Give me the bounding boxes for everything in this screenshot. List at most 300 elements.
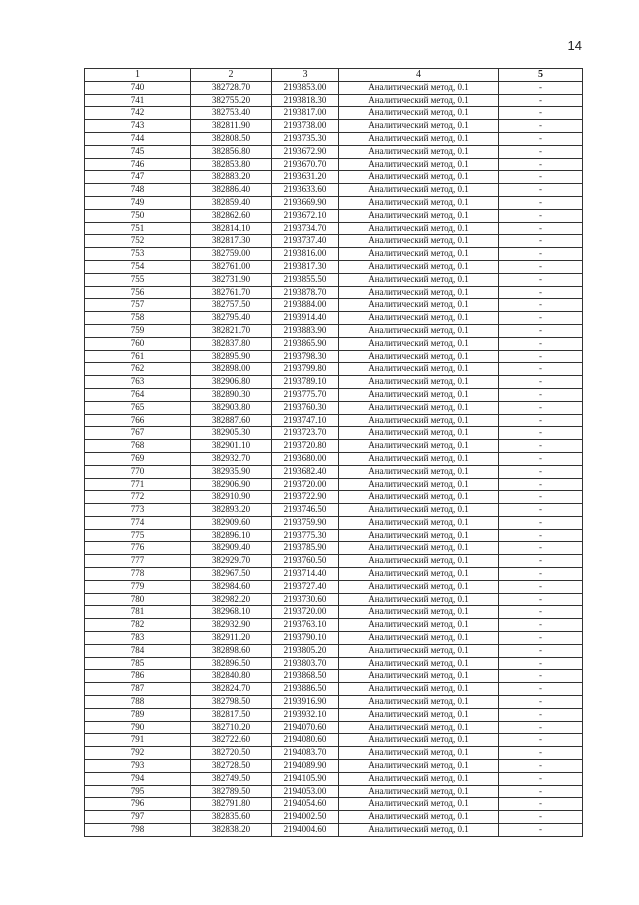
y-coordinate-cell: 2193805.20 (272, 644, 339, 657)
note-cell: - (499, 721, 583, 734)
method-accuracy-cell: Аналитический метод, 0.1 (339, 580, 499, 593)
x-coordinate-cell: 382710.20 (191, 721, 272, 734)
note-cell: - (499, 504, 583, 517)
note-cell: - (499, 120, 583, 133)
point-number-cell: 779 (85, 580, 191, 593)
method-accuracy-cell: Аналитический метод, 0.1 (339, 196, 499, 209)
note-cell: - (499, 81, 583, 94)
y-coordinate-cell: 2194070.60 (272, 721, 339, 734)
x-coordinate-cell: 382911.20 (191, 632, 272, 645)
table-row (85, 299, 583, 312)
y-coordinate-cell: 2193914.40 (272, 312, 339, 325)
y-coordinate-cell: 2193682.40 (272, 465, 339, 478)
note-cell: - (499, 580, 583, 593)
point-number-cell: 798 (85, 824, 191, 837)
x-coordinate-cell: 382896.50 (191, 657, 272, 670)
point-number-cell: 793 (85, 760, 191, 773)
x-coordinate-cell: 382798.50 (191, 696, 272, 709)
x-coordinate-cell: 382824.70 (191, 683, 272, 696)
header-cell-2: 2 (191, 69, 272, 82)
point-number-cell: 772 (85, 491, 191, 504)
table-row (85, 491, 583, 504)
note-cell: - (499, 209, 583, 222)
y-coordinate-cell: 2193817.30 (272, 260, 339, 273)
y-coordinate-cell: 2193734.70 (272, 222, 339, 235)
table-row (85, 606, 583, 619)
x-coordinate-cell: 382795.40 (191, 312, 272, 325)
x-coordinate-cell: 382898.00 (191, 363, 272, 376)
x-coordinate-cell: 382895.90 (191, 350, 272, 363)
x-coordinate-cell: 382910.90 (191, 491, 272, 504)
method-accuracy-cell: Аналитический метод, 0.1 (339, 452, 499, 465)
table-row (85, 708, 583, 721)
table-row (85, 260, 583, 273)
note-cell: - (499, 644, 583, 657)
table-row (85, 414, 583, 427)
x-coordinate-cell: 382929.70 (191, 555, 272, 568)
method-accuracy-cell: Аналитический метод, 0.1 (339, 632, 499, 645)
coordinates-table (84, 68, 583, 837)
point-number-cell: 769 (85, 452, 191, 465)
table-row (85, 657, 583, 670)
table-header-row (85, 69, 583, 82)
y-coordinate-cell: 2193886.50 (272, 683, 339, 696)
table-row (85, 811, 583, 824)
point-number-cell: 780 (85, 593, 191, 606)
table-row (85, 145, 583, 158)
y-coordinate-cell: 2194004.60 (272, 824, 339, 837)
table-row (85, 222, 583, 235)
x-coordinate-cell: 382909.60 (191, 516, 272, 529)
point-number-cell: 752 (85, 235, 191, 248)
method-accuracy-cell: Аналитический метод, 0.1 (339, 529, 499, 542)
note-cell: - (499, 158, 583, 171)
table-row (85, 235, 583, 248)
y-coordinate-cell: 2193775.30 (272, 529, 339, 542)
header-cell-3: 3 (272, 69, 339, 82)
x-coordinate-cell: 382728.70 (191, 81, 272, 94)
point-number-cell: 746 (85, 158, 191, 171)
note-cell: - (499, 350, 583, 363)
y-coordinate-cell: 2193714.40 (272, 568, 339, 581)
table-row (85, 555, 583, 568)
y-coordinate-cell: 2193790.10 (272, 632, 339, 645)
note-cell: - (499, 248, 583, 261)
page-number: 14 (567, 38, 582, 53)
note-cell: - (499, 824, 583, 837)
point-number-cell: 783 (85, 632, 191, 645)
point-number-cell: 794 (85, 772, 191, 785)
table-row (85, 184, 583, 197)
header-cell-4: 4 (339, 69, 499, 82)
x-coordinate-cell: 382722.60 (191, 734, 272, 747)
y-coordinate-cell: 2193884.00 (272, 299, 339, 312)
method-accuracy-cell: Аналитический метод, 0.1 (339, 747, 499, 760)
method-accuracy-cell: Аналитический метод, 0.1 (339, 260, 499, 273)
y-coordinate-cell: 2193818.30 (272, 94, 339, 107)
note-cell: - (499, 747, 583, 760)
x-coordinate-cell: 382909.40 (191, 542, 272, 555)
method-accuracy-cell: Аналитический метод, 0.1 (339, 516, 499, 529)
x-coordinate-cell: 382817.30 (191, 235, 272, 248)
table-row (85, 401, 583, 414)
x-coordinate-cell: 382755.20 (191, 94, 272, 107)
note-cell: - (499, 516, 583, 529)
table-row (85, 350, 583, 363)
header-cell-5: 5 (499, 69, 583, 82)
x-coordinate-cell: 382789.50 (191, 785, 272, 798)
note-cell: - (499, 529, 583, 542)
table-row (85, 388, 583, 401)
method-accuracy-cell: Аналитический метод, 0.1 (339, 388, 499, 401)
method-accuracy-cell: Аналитический метод, 0.1 (339, 772, 499, 785)
y-coordinate-cell: 2193785.90 (272, 542, 339, 555)
method-accuracy-cell: Аналитический метод, 0.1 (339, 81, 499, 94)
x-coordinate-cell: 382749.50 (191, 772, 272, 785)
method-accuracy-cell: Аналитический метод, 0.1 (339, 555, 499, 568)
point-number-cell: 796 (85, 798, 191, 811)
point-number-cell: 787 (85, 683, 191, 696)
y-coordinate-cell: 2193878.70 (272, 286, 339, 299)
method-accuracy-cell: Аналитический метод, 0.1 (339, 273, 499, 286)
note-cell: - (499, 196, 583, 209)
point-number-cell: 756 (85, 286, 191, 299)
method-accuracy-cell: Аналитический метод, 0.1 (339, 299, 499, 312)
method-accuracy-cell: Аналитический метод, 0.1 (339, 708, 499, 721)
method-accuracy-cell: Аналитический метод, 0.1 (339, 248, 499, 261)
table-row (85, 529, 583, 542)
point-number-cell: 789 (85, 708, 191, 721)
table-row (85, 465, 583, 478)
y-coordinate-cell: 2193803.70 (272, 657, 339, 670)
note-cell: - (499, 273, 583, 286)
method-accuracy-cell: Аналитический метод, 0.1 (339, 440, 499, 453)
table-row (85, 772, 583, 785)
point-number-cell: 770 (85, 465, 191, 478)
point-number-cell: 763 (85, 376, 191, 389)
table-row (85, 644, 583, 657)
x-coordinate-cell: 382791.80 (191, 798, 272, 811)
point-number-cell: 773 (85, 504, 191, 517)
y-coordinate-cell: 2193932.10 (272, 708, 339, 721)
note-cell: - (499, 222, 583, 235)
table-row (85, 81, 583, 94)
y-coordinate-cell: 2194002.50 (272, 811, 339, 824)
note-cell: - (499, 388, 583, 401)
x-coordinate-cell: 382898.60 (191, 644, 272, 657)
point-number-cell: 745 (85, 145, 191, 158)
method-accuracy-cell: Аналитический метод, 0.1 (339, 414, 499, 427)
table-row (85, 593, 583, 606)
y-coordinate-cell: 2194105.90 (272, 772, 339, 785)
x-coordinate-cell: 382728.50 (191, 760, 272, 773)
y-coordinate-cell: 2193738.00 (272, 120, 339, 133)
point-number-cell: 751 (85, 222, 191, 235)
method-accuracy-cell: Аналитический метод, 0.1 (339, 337, 499, 350)
note-cell: - (499, 696, 583, 709)
table-row (85, 248, 583, 261)
point-number-cell: 757 (85, 299, 191, 312)
table-row (85, 107, 583, 120)
point-number-cell: 747 (85, 171, 191, 184)
point-number-cell: 748 (85, 184, 191, 197)
y-coordinate-cell: 2194089.90 (272, 760, 339, 773)
table-row (85, 427, 583, 440)
note-cell: - (499, 619, 583, 632)
method-accuracy-cell: Аналитический метод, 0.1 (339, 107, 499, 120)
x-coordinate-cell: 382814.10 (191, 222, 272, 235)
x-coordinate-cell: 382890.30 (191, 388, 272, 401)
y-coordinate-cell: 2193746.50 (272, 504, 339, 517)
note-cell: - (499, 811, 583, 824)
table-row (85, 670, 583, 683)
point-number-cell: 761 (85, 350, 191, 363)
x-coordinate-cell: 382720.50 (191, 747, 272, 760)
note-cell: - (499, 376, 583, 389)
x-coordinate-cell: 382753.40 (191, 107, 272, 120)
y-coordinate-cell: 2193720.80 (272, 440, 339, 453)
point-number-cell: 782 (85, 619, 191, 632)
point-number-cell: 768 (85, 440, 191, 453)
method-accuracy-cell: Аналитический метод, 0.1 (339, 222, 499, 235)
table-row (85, 619, 583, 632)
table-row (85, 580, 583, 593)
note-cell: - (499, 440, 583, 453)
method-accuracy-cell: Аналитический метод, 0.1 (339, 644, 499, 657)
y-coordinate-cell: 2193680.00 (272, 452, 339, 465)
note-cell: - (499, 465, 583, 478)
method-accuracy-cell: Аналитический метод, 0.1 (339, 824, 499, 837)
point-number-cell: 740 (85, 81, 191, 94)
point-number-cell: 741 (85, 94, 191, 107)
method-accuracy-cell: Аналитический метод, 0.1 (339, 785, 499, 798)
point-number-cell: 764 (85, 388, 191, 401)
table-row (85, 683, 583, 696)
method-accuracy-cell: Аналитический метод, 0.1 (339, 94, 499, 107)
point-number-cell: 744 (85, 132, 191, 145)
table-row (85, 196, 583, 209)
method-accuracy-cell: Аналитический метод, 0.1 (339, 619, 499, 632)
note-cell: - (499, 657, 583, 670)
table-row (85, 504, 583, 517)
note-cell: - (499, 708, 583, 721)
point-number-cell: 778 (85, 568, 191, 581)
method-accuracy-cell: Аналитический метод, 0.1 (339, 158, 499, 171)
x-coordinate-cell: 382808.50 (191, 132, 272, 145)
y-coordinate-cell: 2193720.00 (272, 606, 339, 619)
point-number-cell: 774 (85, 516, 191, 529)
x-coordinate-cell: 382838.20 (191, 824, 272, 837)
point-number-cell: 743 (85, 120, 191, 133)
y-coordinate-cell: 2193789.10 (272, 376, 339, 389)
table-row (85, 171, 583, 184)
y-coordinate-cell: 2193763.10 (272, 619, 339, 632)
table-row (85, 324, 583, 337)
x-coordinate-cell: 382968.10 (191, 606, 272, 619)
x-coordinate-cell: 382811.90 (191, 120, 272, 133)
method-accuracy-cell: Аналитический метод, 0.1 (339, 670, 499, 683)
method-accuracy-cell: Аналитический метод, 0.1 (339, 184, 499, 197)
x-coordinate-cell: 382932.70 (191, 452, 272, 465)
x-coordinate-cell: 382731.90 (191, 273, 272, 286)
table-row (85, 158, 583, 171)
note-cell: - (499, 107, 583, 120)
y-coordinate-cell: 2193916.90 (272, 696, 339, 709)
y-coordinate-cell: 2193730.60 (272, 593, 339, 606)
x-coordinate-cell: 382757.50 (191, 299, 272, 312)
x-coordinate-cell: 382893.20 (191, 504, 272, 517)
method-accuracy-cell: Аналитический метод, 0.1 (339, 350, 499, 363)
table-row (85, 721, 583, 734)
point-number-cell: 791 (85, 734, 191, 747)
y-coordinate-cell: 2193853.00 (272, 81, 339, 94)
note-cell: - (499, 772, 583, 785)
table-row (85, 542, 583, 555)
method-accuracy-cell: Аналитический метод, 0.1 (339, 542, 499, 555)
point-number-cell: 762 (85, 363, 191, 376)
y-coordinate-cell: 2193759.90 (272, 516, 339, 529)
x-coordinate-cell: 382883.20 (191, 171, 272, 184)
y-coordinate-cell: 2193631.20 (272, 171, 339, 184)
x-coordinate-cell: 382932.90 (191, 619, 272, 632)
point-number-cell: 785 (85, 657, 191, 670)
point-number-cell: 759 (85, 324, 191, 337)
method-accuracy-cell: Аналитический метод, 0.1 (339, 401, 499, 414)
note-cell: - (499, 568, 583, 581)
x-coordinate-cell: 382759.00 (191, 248, 272, 261)
point-number-cell: 753 (85, 248, 191, 261)
x-coordinate-cell: 382935.90 (191, 465, 272, 478)
table-row (85, 747, 583, 760)
method-accuracy-cell: Аналитический метод, 0.1 (339, 363, 499, 376)
x-coordinate-cell: 382906.90 (191, 478, 272, 491)
note-cell: - (499, 94, 583, 107)
method-accuracy-cell: Аналитический метод, 0.1 (339, 132, 499, 145)
method-accuracy-cell: Аналитический метод, 0.1 (339, 593, 499, 606)
method-accuracy-cell: Аналитический метод, 0.1 (339, 696, 499, 709)
x-coordinate-cell: 382982.20 (191, 593, 272, 606)
method-accuracy-cell: Аналитический метод, 0.1 (339, 504, 499, 517)
point-number-cell: 790 (85, 721, 191, 734)
point-number-cell: 767 (85, 427, 191, 440)
method-accuracy-cell: Аналитический метод, 0.1 (339, 120, 499, 133)
y-coordinate-cell: 2193720.00 (272, 478, 339, 491)
note-cell: - (499, 606, 583, 619)
x-coordinate-cell: 382984.60 (191, 580, 272, 593)
y-coordinate-cell: 2193799.80 (272, 363, 339, 376)
x-coordinate-cell: 382821.70 (191, 324, 272, 337)
y-coordinate-cell: 2193672.10 (272, 209, 339, 222)
point-number-cell: 795 (85, 785, 191, 798)
y-coordinate-cell: 2193735.30 (272, 132, 339, 145)
table-body (85, 81, 583, 836)
point-number-cell: 754 (85, 260, 191, 273)
point-number-cell: 760 (85, 337, 191, 350)
note-cell: - (499, 760, 583, 773)
table-row (85, 568, 583, 581)
method-accuracy-cell: Аналитический метод, 0.1 (339, 478, 499, 491)
method-accuracy-cell: Аналитический метод, 0.1 (339, 312, 499, 325)
note-cell: - (499, 593, 583, 606)
table-row (85, 94, 583, 107)
table-row (85, 734, 583, 747)
note-cell: - (499, 785, 583, 798)
y-coordinate-cell: 2193816.00 (272, 248, 339, 261)
x-coordinate-cell: 382967.50 (191, 568, 272, 581)
method-accuracy-cell: Аналитический метод, 0.1 (339, 606, 499, 619)
method-accuracy-cell: Аналитический метод, 0.1 (339, 734, 499, 747)
x-coordinate-cell: 382859.40 (191, 196, 272, 209)
note-cell: - (499, 683, 583, 696)
point-number-cell: 777 (85, 555, 191, 568)
table-row (85, 696, 583, 709)
note-cell: - (499, 734, 583, 747)
table-row (85, 785, 583, 798)
x-coordinate-cell: 382903.80 (191, 401, 272, 414)
method-accuracy-cell: Аналитический метод, 0.1 (339, 145, 499, 158)
table-row (85, 440, 583, 453)
y-coordinate-cell: 2193737.40 (272, 235, 339, 248)
y-coordinate-cell: 2193722.90 (272, 491, 339, 504)
table-row (85, 376, 583, 389)
table-row (85, 120, 583, 133)
note-cell: - (499, 555, 583, 568)
table-row (85, 337, 583, 350)
y-coordinate-cell: 2194054.60 (272, 798, 339, 811)
note-cell: - (499, 337, 583, 350)
point-number-cell: 771 (85, 478, 191, 491)
x-coordinate-cell: 382887.60 (191, 414, 272, 427)
method-accuracy-cell: Аналитический метод, 0.1 (339, 286, 499, 299)
table-row (85, 452, 583, 465)
note-cell: - (499, 299, 583, 312)
x-coordinate-cell: 382761.70 (191, 286, 272, 299)
point-number-cell: 776 (85, 542, 191, 555)
note-cell: - (499, 478, 583, 491)
y-coordinate-cell: 2193817.00 (272, 107, 339, 120)
table-row (85, 824, 583, 837)
x-coordinate-cell: 382837.80 (191, 337, 272, 350)
note-cell: - (499, 670, 583, 683)
table-row (85, 209, 583, 222)
note-cell: - (499, 632, 583, 645)
note-cell: - (499, 235, 583, 248)
table-row (85, 286, 583, 299)
note-cell: - (499, 132, 583, 145)
x-coordinate-cell: 382906.80 (191, 376, 272, 389)
table-row (85, 798, 583, 811)
y-coordinate-cell: 2193669.90 (272, 196, 339, 209)
note-cell: - (499, 324, 583, 337)
y-coordinate-cell: 2193727.40 (272, 580, 339, 593)
table-row (85, 312, 583, 325)
note-cell: - (499, 260, 583, 273)
y-coordinate-cell: 2194053.00 (272, 785, 339, 798)
point-number-cell: 742 (85, 107, 191, 120)
note-cell: - (499, 798, 583, 811)
x-coordinate-cell: 382901.10 (191, 440, 272, 453)
method-accuracy-cell: Аналитический метод, 0.1 (339, 811, 499, 824)
table-row (85, 516, 583, 529)
note-cell: - (499, 312, 583, 325)
y-coordinate-cell: 2193855.50 (272, 273, 339, 286)
method-accuracy-cell: Аналитический метод, 0.1 (339, 760, 499, 773)
y-coordinate-cell: 2193775.70 (272, 388, 339, 401)
point-number-cell: 781 (85, 606, 191, 619)
x-coordinate-cell: 382853.80 (191, 158, 272, 171)
y-coordinate-cell: 2193670.70 (272, 158, 339, 171)
y-coordinate-cell: 2193760.50 (272, 555, 339, 568)
